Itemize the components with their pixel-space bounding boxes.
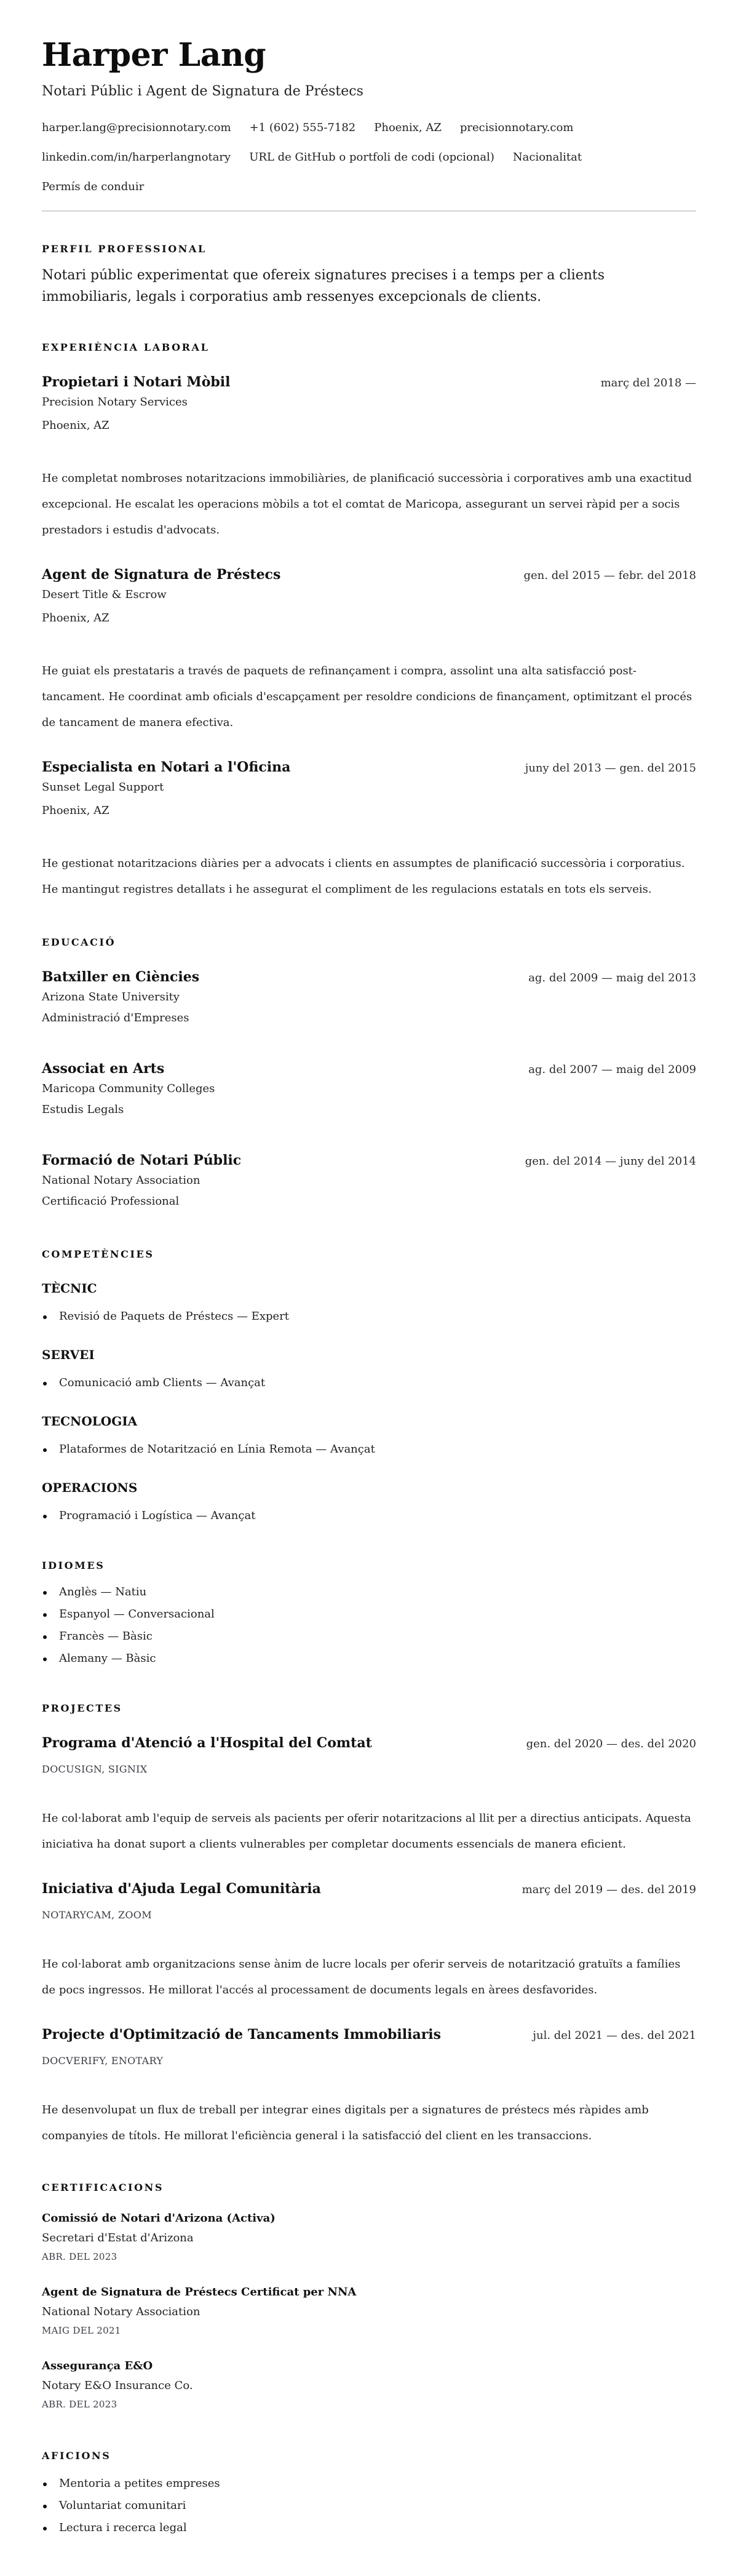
experience-section: [42, 341, 696, 903]
contact-driving-license: Permís de conduir: [42, 180, 145, 193]
project-dates: gen. del 2020 — des. del 2020: [526, 1737, 696, 1750]
summary-section: [42, 242, 696, 308]
candidate-headline: Notari Públic i Agent de Signatura de Préstecs: [42, 84, 363, 99]
certifications-section: [42, 2181, 696, 2412]
job-company: Precision Notary Services: [42, 396, 188, 409]
candidate-name: Harper Lang: [42, 36, 266, 74]
education-dates: ag. del 2009 — maig del 2013: [528, 971, 696, 984]
skill-list: [42, 1306, 696, 1328]
skill-category: TÈCNIC: [42, 1281, 97, 1296]
hobbies-section: [42, 2449, 696, 2539]
degree-title: Batxiller en Ciències: [42, 969, 200, 985]
job-description: He guiat els prestataris a través de paquets de refinançament i compra, assolint una alta satisfacció post-tancament. He coordinat amb oficials d'escapçament per resoldre condicions de finançament, optimitzant el procés de tancament de manera efectiva.: [42, 664, 692, 729]
hobby-item: Voluntariat comunitari: [42, 2495, 696, 2517]
skill-list: [42, 1372, 696, 1394]
skill-item: Comunicació amb Clients — Avançat: [42, 1372, 696, 1394]
field-of-study: Administració d'Empreses: [42, 1011, 189, 1024]
project-name: Projecte d'Optimització de Tancaments Immobiliaris: [42, 2027, 442, 2043]
job-company: Sunset Legal Support: [42, 781, 164, 794]
education-dates: gen. del 2014 — juny del 2014: [525, 1155, 696, 1168]
section-title-hobbies: AFICIONS: [42, 2450, 111, 2462]
resume-header: [42, 36, 696, 202]
hobby-item: Lectura i recerca legal: [42, 2517, 696, 2539]
degree-title: Associat en Arts: [42, 1061, 165, 1077]
field-of-study: Certificació Professional: [42, 1195, 180, 1208]
school-name: Arizona State University: [42, 991, 180, 1003]
education-section: [42, 936, 696, 1212]
section-title-certifications: CERTIFICACIONS: [42, 2182, 164, 2193]
project-tech: DOCVERIFY, ENOTARY: [42, 2055, 164, 2067]
skill-list: [42, 1505, 696, 1527]
project-name: Iniciativa d'Ajuda Legal Comunitària: [42, 1881, 321, 1897]
project-description: He col·laborat amb l'equip de serveis als pacients per oferir notaritzacions al llit per a directius anticipats. Aquesta iniciativa ha donat suport a clients vulnerables per completar documents essencials de manera eficient.: [42, 1812, 691, 1851]
skills-section: [42, 1248, 696, 1527]
certification-entry: [42, 2209, 696, 2265]
section-title-languages: IDIOMES: [42, 1560, 105, 1571]
contact-linkedin[interactable]: linkedin.com/in/harperlangnotary: [42, 151, 231, 164]
language-item: Espanyol — Conversacional: [42, 1603, 696, 1625]
job-title: Propietari i Notari Mòbil: [42, 374, 231, 390]
skill-item: Plataformes de Notarització en Línia Remota — Avançat: [42, 1438, 696, 1461]
job-dates: març del 2018 —: [600, 377, 696, 389]
experience-entry: [42, 758, 696, 903]
contact-list: [42, 113, 696, 202]
job-title: Agent de Signatura de Préstecs: [42, 567, 281, 583]
project-description: He col·laborat amb organitzacions sense ànim de lucre locals per oferir serveis de notarització gratuïts a famílies de pocs ingressos. He millorat l'accés al processament de documents legals en àrees desfavorides.: [42, 1958, 681, 1996]
certification-date: ABR. DEL 2023: [42, 2251, 117, 2262]
experience-entry: [42, 373, 696, 543]
languages-section: [42, 1559, 696, 1670]
job-location: Phoenix, AZ: [42, 612, 109, 624]
job-title: Especialista en Notari a l'Oficina: [42, 759, 291, 775]
certification-date: MAIG DEL 2021: [42, 2325, 121, 2336]
certification-date: ABR. DEL 2023: [42, 2399, 117, 2410]
hobby-list: [42, 2473, 696, 2539]
summary-text: Notari públic experimentat que ofereix signatures precises i a temps per a clients immobiliaris, legals i corporatius amb ressenyes excepcionals de clients.: [42, 268, 605, 305]
hobby-item: Mentoria a petites empreses: [42, 2473, 696, 2495]
certification-name: Assegurança E&O: [42, 2359, 153, 2372]
project-dates: jul. del 2021 — des. del 2021: [533, 2029, 696, 2042]
section-title-projects: PROJECTES: [42, 1702, 122, 1714]
contact-email[interactable]: harper.lang@precisionnotary.com: [42, 121, 231, 134]
contact-github[interactable]: URL de GitHub o portfoli de codi (opcional): [249, 151, 494, 164]
project-name: Programa d'Atenció a l'Hospital del Comtat: [42, 1735, 372, 1751]
job-location: Phoenix, AZ: [42, 419, 109, 432]
job-location: Phoenix, AZ: [42, 804, 109, 817]
job-description: He completat nombroses notaritzacions immobiliàries, de planificació successòria i corporatives amb una exactitud excepcional. He escalat les operacions mòbils a tot el comtat de Maricopa, assegurant un servei ràpid per a socis prestadors i estudis d'advocats.: [42, 472, 692, 536]
education-entry: [42, 1059, 696, 1120]
language-list: [42, 1581, 696, 1670]
certification-entry: [42, 2283, 696, 2339]
project-dates: març del 2019 — des. del 2019: [522, 1883, 696, 1896]
project-entry: [42, 1734, 696, 1857]
project-entry: [42, 2025, 696, 2149]
project-tech: NOTARYCAM, ZOOM: [42, 1909, 152, 1921]
degree-title: Formació de Notari Públic: [42, 1152, 242, 1168]
job-description: He gestionat notaritzacions diàries per a advocats i clients en assumptes de planificació successòria i corporatius. He mantingut registres detallats i he assegurat el compliment de les regulacions estatals en tots els serveis.: [42, 857, 685, 896]
school-name: Maricopa Community Colleges: [42, 1082, 215, 1095]
section-title-education: EDUCACIÓ: [42, 936, 116, 948]
certification-issuer: National Notary Association: [42, 2305, 200, 2318]
contact-website[interactable]: precisionnotary.com: [459, 121, 574, 134]
skill-category: TECNOLOGIA: [42, 1414, 138, 1429]
project-entry: [42, 1880, 696, 2003]
skill-item: Revisió de Paquets de Préstecs — Expert: [42, 1306, 696, 1328]
contact-phone[interactable]: +1 (602) 555-7182: [249, 121, 356, 134]
certification-issuer: Notary E&O Insurance Co.: [42, 2379, 193, 2392]
project-tech: DOCUSIGN, SIGNIX: [42, 1763, 148, 1775]
language-item: Alemany — Bàsic: [42, 1648, 696, 1670]
school-name: National Notary Association: [42, 1174, 200, 1187]
skill-category: OPERACIONS: [42, 1480, 138, 1495]
certification-entry: [42, 2357, 696, 2412]
language-item: Francès — Bàsic: [42, 1625, 696, 1648]
project-description: He desenvolupat un flux de treball per integrar eines digitals per a signatures de préstecs més ràpides amb companyies de títols. He millorat l'eficiència general i la satisfacció del client en les transaccions.: [42, 2103, 649, 2142]
projects-section: [42, 1702, 696, 2149]
skill-item: Programació i Logística — Avançat: [42, 1505, 696, 1527]
contact-location: Phoenix, AZ: [374, 121, 442, 134]
job-company: Desert Title & Escrow: [42, 588, 167, 601]
language-item: Anglès — Natiu: [42, 1581, 696, 1603]
experience-entry: [42, 565, 696, 736]
education-dates: ag. del 2007 — maig del 2009: [528, 1063, 696, 1076]
education-entry: [42, 1151, 696, 1212]
section-title-experience: EXPERIÈNCIA LABORAL: [42, 341, 210, 353]
section-title-skills: COMPETÈNCIES: [42, 1248, 154, 1260]
certification-issuer: Secretari d'Estat d'Arizona: [42, 2231, 194, 2244]
certification-name: Comissió de Notari d'Arizona (Activa): [42, 2212, 276, 2225]
job-dates: juny del 2013 — gen. del 2015: [525, 762, 696, 775]
job-dates: gen. del 2015 — febr. del 2018: [523, 569, 696, 582]
certification-name: Agent de Signatura de Préstecs Certificat per NNA: [42, 2286, 357, 2299]
header-divider: [42, 210, 696, 212]
field-of-study: Estudis Legals: [42, 1103, 124, 1116]
contact-nationality: Nacionalitat: [512, 151, 582, 164]
education-entry: [42, 968, 696, 1029]
skill-category: SERVEI: [42, 1347, 95, 1362]
skill-list: [42, 1438, 696, 1461]
section-title-summary: PERFIL PROFESSIONAL: [42, 243, 207, 255]
